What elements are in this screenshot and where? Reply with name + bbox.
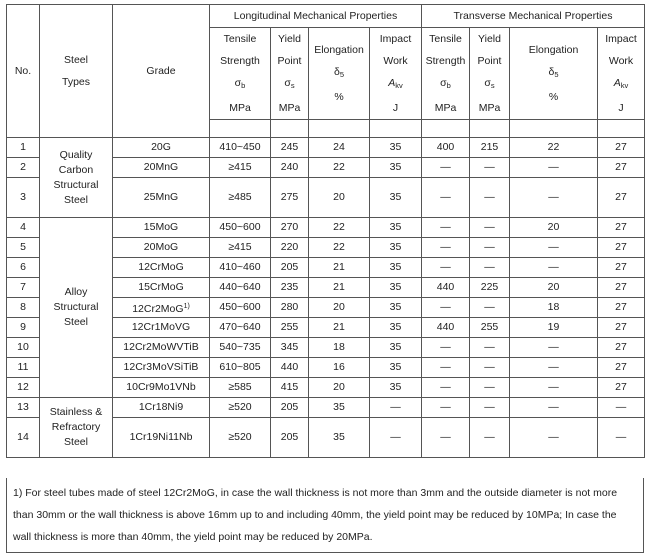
cell-tts: — (422, 298, 470, 318)
cell-iw: 35 (370, 278, 422, 298)
cell-typ: — (470, 158, 510, 178)
cell-ts: ≥415 (210, 238, 271, 258)
cell-tts: — (422, 238, 470, 258)
cell-tts: 440 (422, 318, 470, 338)
cell-tiw: 27 (598, 318, 645, 338)
cell-yp: 275 (271, 178, 309, 218)
cell-iw: 35 (370, 258, 422, 278)
cell-no: 9 (7, 318, 40, 338)
cell-typ: — (470, 218, 510, 238)
cell-typ: 215 (470, 138, 510, 158)
cell-grade: 12Cr2MoG$^{1)}$ (113, 298, 210, 318)
cell-yp: 205 (271, 418, 309, 458)
header-t-yield: Yield Point $\sigma_s$ MPa (470, 28, 510, 120)
cell-ts: 540~735 (210, 338, 271, 358)
cell-ts: 440~640 (210, 278, 271, 298)
cell-el: 24 (309, 138, 370, 158)
cell-tel: — (510, 258, 598, 278)
cell-tts: — (422, 218, 470, 238)
table-row (7, 398, 645, 418)
cell-typ: — (470, 258, 510, 278)
cell-tiw: 27 (598, 158, 645, 178)
cell-iw: — (370, 398, 422, 418)
cell-iw: 35 (370, 338, 422, 358)
cell-el: 22 (309, 158, 370, 178)
cell-tts: — (422, 418, 470, 458)
cell-yp: 440 (271, 358, 309, 378)
header-steel-types: Steel Types (40, 5, 113, 138)
cell-iw: 35 (370, 158, 422, 178)
cell-steel-type: Stainless & Refractory Steel (40, 398, 113, 458)
cell-tel: 20 (510, 278, 598, 298)
header-t-impact: Impact Work $A_{kv}$ J (598, 28, 645, 120)
cell-tiw: — (598, 418, 645, 458)
cell-ts: ≥415 (210, 158, 271, 178)
cell-tts: — (422, 258, 470, 278)
footnote: 1) For steel tubes made of steel 12Cr2MoG, in case the wall thickness is not more than 3mm and the outside diameter is not more than 30mm or the wall thickness is above 16mm up to and including 40mm, the yield point may be reduced by 10MPa; In case the wall thickness is more than 40mm, the yield point may be reduced by 20MPa. (6, 478, 644, 553)
cell-no: 4 (7, 218, 40, 238)
cell-grade: 1Cr18Ni9 (113, 398, 210, 418)
cell-tts: — (422, 178, 470, 218)
cell-no: 1 (7, 138, 40, 158)
header-l-impact: Impact Work $A_{kv}$ J (370, 28, 422, 120)
cell-tel: 22 (510, 138, 598, 158)
table-row (7, 218, 645, 238)
cell-el: 21 (309, 278, 370, 298)
cell-tiw: 27 (598, 358, 645, 378)
cell-tts: — (422, 378, 470, 398)
cell-ts: ≥520 (210, 398, 271, 418)
cell-tiw: — (598, 398, 645, 418)
cell-tts: — (422, 398, 470, 418)
cell-ts: ≥520 (210, 418, 271, 458)
cell-yp: 415 (271, 378, 309, 398)
cell-no: 12 (7, 378, 40, 398)
cell-el: 22 (309, 218, 370, 238)
cell-grade: 15CrMoG (113, 278, 210, 298)
cell-typ: 225 (470, 278, 510, 298)
cell-yp: 205 (271, 258, 309, 278)
cell-yp: 235 (271, 278, 309, 298)
cell-grade: 20G (113, 138, 210, 158)
cell-tiw: 27 (598, 238, 645, 258)
cell-tiw: 27 (598, 218, 645, 238)
cell-el: 35 (309, 418, 370, 458)
cell-el: 20 (309, 298, 370, 318)
cell-iw: — (370, 418, 422, 458)
cell-no: 8 (7, 298, 40, 318)
header-t-tensile: Tensile Strength $\sigma_b$ MPa (422, 28, 470, 120)
cell-el: 35 (309, 398, 370, 418)
cell-tel: — (510, 338, 598, 358)
cell-iw: 35 (370, 378, 422, 398)
cell-ts: 610~805 (210, 358, 271, 378)
cell-ts: 470~640 (210, 318, 271, 338)
cell-yp: 345 (271, 338, 309, 358)
cell-tts: — (422, 338, 470, 358)
cell-ts: 410~450 (210, 138, 271, 158)
cell-tts: — (422, 158, 470, 178)
cell-el: 16 (309, 358, 370, 378)
cell-yp: 280 (271, 298, 309, 318)
cell-yp: 255 (271, 318, 309, 338)
cell-typ: — (470, 338, 510, 358)
cell-grade: 12Cr3MoVSiTiB (113, 358, 210, 378)
cell-tel: — (510, 158, 598, 178)
cell-grade: 20MnG (113, 158, 210, 178)
cell-grade: 12Cr1MoVG (113, 318, 210, 338)
cell-tel: 18 (510, 298, 598, 318)
cell-el: 20 (309, 178, 370, 218)
cell-grade: 1Cr19Ni11Nb (113, 418, 210, 458)
cell-tel: — (510, 418, 598, 458)
cell-steel-type: Alloy Structural Steel (40, 218, 113, 398)
cell-tiw: 27 (598, 298, 645, 318)
cell-iw: 35 (370, 358, 422, 378)
cell-grade: 12Cr2MoWVTiB (113, 338, 210, 358)
table-row (7, 138, 645, 158)
cell-no: 14 (7, 418, 40, 458)
cell-no: 7 (7, 278, 40, 298)
cell-tel: — (510, 398, 598, 418)
header-l-yield: Yield Point $\sigma_s$ MPa (271, 28, 309, 120)
cell-iw: 35 (370, 298, 422, 318)
header-t-elongation: Elongation $\delta_5$ % (510, 28, 598, 120)
cell-tel: — (510, 238, 598, 258)
cell-typ: — (470, 358, 510, 378)
cell-no: 13 (7, 398, 40, 418)
cell-iw: 35 (370, 178, 422, 218)
header-transverse: Transverse Mechanical Properties (422, 5, 645, 28)
mechanical-properties-table (6, 4, 645, 458)
cell-el: 18 (309, 338, 370, 358)
cell-no: 3 (7, 178, 40, 218)
cell-tel: — (510, 178, 598, 218)
cell-steel-type: Quality Carbon Structural Steel (40, 138, 113, 218)
cell-yp: 240 (271, 158, 309, 178)
cell-tel: 19 (510, 318, 598, 338)
cell-typ: — (470, 298, 510, 318)
cell-tiw: 27 (598, 178, 645, 218)
cell-ts: ≥585 (210, 378, 271, 398)
cell-tiw: 27 (598, 378, 645, 398)
cell-no: 10 (7, 338, 40, 358)
cell-grade: 15MoG (113, 218, 210, 238)
cell-tts: — (422, 358, 470, 378)
cell-no: 11 (7, 358, 40, 378)
cell-yp: 245 (271, 138, 309, 158)
cell-tel: — (510, 358, 598, 378)
cell-typ: 255 (470, 318, 510, 338)
cell-ts: 410~460 (210, 258, 271, 278)
cell-yp: 220 (271, 238, 309, 258)
cell-no: 5 (7, 238, 40, 258)
cell-tts: 400 (422, 138, 470, 158)
cell-yp: 270 (271, 218, 309, 238)
cell-tel: 20 (510, 218, 598, 238)
header-longitudinal: Longitudinal Mechanical Properties (210, 5, 422, 28)
cell-iw: 35 (370, 218, 422, 238)
cell-el: 22 (309, 238, 370, 258)
cell-yp: 205 (271, 398, 309, 418)
cell-iw: 35 (370, 318, 422, 338)
cell-ts: 450~600 (210, 298, 271, 318)
header-no: No. (7, 5, 40, 138)
cell-ts: 450~600 (210, 218, 271, 238)
cell-tts: 440 (422, 278, 470, 298)
cell-tiw: 27 (598, 338, 645, 358)
cell-ts: ≥485 (210, 178, 271, 218)
cell-grade: 20MoG (113, 238, 210, 258)
header-grade: Grade (113, 5, 210, 138)
cell-typ: — (470, 378, 510, 398)
cell-tiw: 27 (598, 258, 645, 278)
cell-no: 6 (7, 258, 40, 278)
cell-el: 21 (309, 318, 370, 338)
cell-tel: — (510, 378, 598, 398)
cell-typ: — (470, 238, 510, 258)
cell-iw: 35 (370, 238, 422, 258)
cell-el: 20 (309, 378, 370, 398)
cell-grade: 25MnG (113, 178, 210, 218)
cell-no: 2 (7, 158, 40, 178)
cell-grade: 12CrMoG (113, 258, 210, 278)
cell-el: 21 (309, 258, 370, 278)
cell-grade: 10Cr9Mo1VNb (113, 378, 210, 398)
cell-typ: — (470, 178, 510, 218)
cell-iw: 35 (370, 138, 422, 158)
cell-tiw: 27 (598, 278, 645, 298)
cell-typ: — (470, 418, 510, 458)
header-l-elongation: Elongation $\delta_5$ % (309, 28, 370, 120)
cell-tiw: 27 (598, 138, 645, 158)
header-l-tensile: Tensile Strength $\sigma_b$ MPa (210, 28, 271, 120)
cell-typ: — (470, 398, 510, 418)
